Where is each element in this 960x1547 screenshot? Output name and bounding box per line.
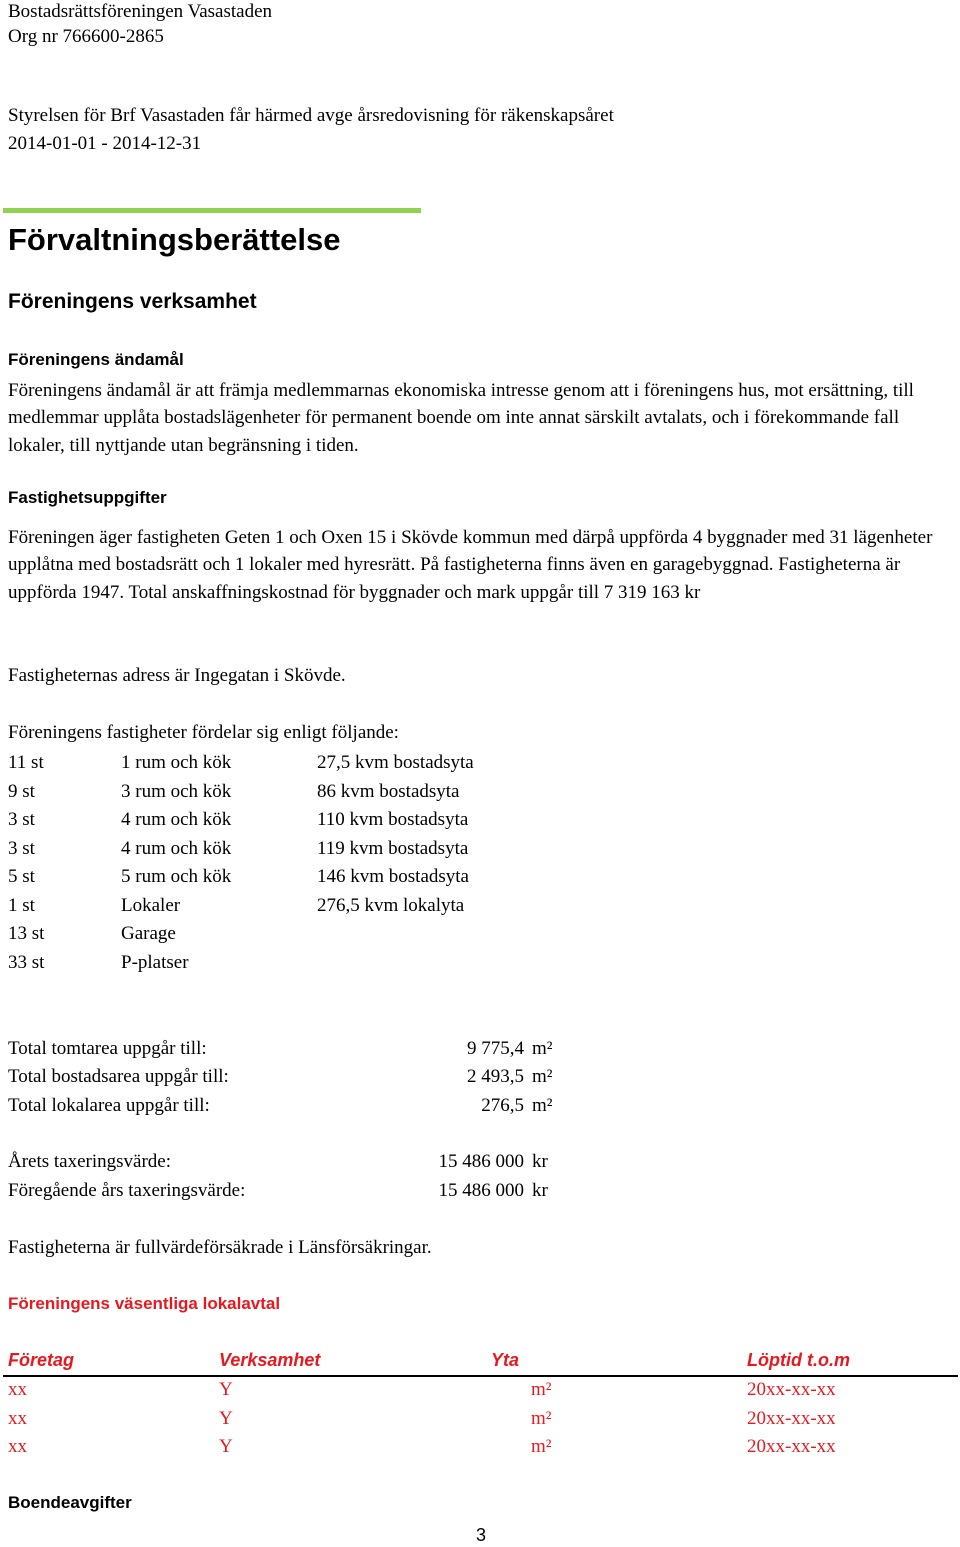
- distribution-count: 33 st: [8, 952, 45, 973]
- area-label: Total lokalarea uppgår till:: [8, 1095, 210, 1116]
- intro-line: Styrelsen för Brf Vasastaden får härmed avge årsredovisning för räkenskapsåret: [8, 105, 614, 126]
- area-value: 9 775,4: [467, 1038, 524, 1059]
- area-value: 2 493,5: [467, 1066, 524, 1087]
- table-cell: xx: [8, 1379, 27, 1400]
- distribution-type: 5 rum och kök: [121, 866, 232, 887]
- distribution-area: 276,5 kvm lokalyta: [317, 895, 465, 916]
- distribution-area: 146 kvm bostadsyta: [317, 866, 469, 887]
- distribution-count: 5 st: [8, 866, 35, 887]
- area-unit: m²: [532, 1038, 553, 1059]
- distribution-type: P-platser: [121, 952, 189, 973]
- table-cell: 20xx-xx-xx: [747, 1408, 836, 1429]
- fastighet-text: Föreningen äger fastigheten Geten 1 och Oxen 15 i Skövde kommun med därpå uppförda 4 byggnader med 31 lägenheter upplåtna med bostadsrätt och 1 lokaler med hyresrätt. På fastigheterna finns även en garagebyggnad. Fastigheterna är uppförda 1947. Total anskaffningskostnad för byggnader och mark uppgår till 7 319 163 kr: [8, 527, 933, 603]
- distribution-area: 86 kvm bostadsyta: [317, 781, 460, 802]
- tax-value: 15 486 000: [438, 1151, 524, 1172]
- fastighet-heading: Fastighetsuppgifter: [8, 488, 167, 507]
- distribution-type: 3 rum och kök: [121, 781, 232, 802]
- boende-heading: Boendeavgifter: [8, 1493, 132, 1512]
- distribution-type: 1 rum och kök: [121, 752, 232, 773]
- lokalavtal-heading: Föreningens väsentliga lokalavtal: [8, 1294, 281, 1313]
- distribution-count: 9 st: [8, 781, 35, 802]
- table-cell: 20xx-xx-xx: [747, 1436, 836, 1457]
- tax-label: Föregående års taxeringsvärde:: [8, 1180, 246, 1201]
- distribution-intro: Föreningens fastigheter fördelar sig enligt följande:: [8, 722, 399, 743]
- andamal-heading: Föreningens ändamål: [8, 350, 184, 369]
- table-cell: Y: [219, 1408, 233, 1429]
- distribution-count: 3 st: [8, 838, 35, 859]
- tax-unit: kr: [532, 1180, 548, 1201]
- org-number: Org nr 766600-2865: [8, 26, 164, 47]
- area-value: 276,5: [481, 1095, 524, 1116]
- table-cell: m²: [531, 1408, 552, 1429]
- table-cell: m²: [531, 1379, 552, 1400]
- table-cell: Y: [219, 1379, 233, 1400]
- table-cell: 20xx-xx-xx: [747, 1379, 836, 1400]
- tax-unit: kr: [532, 1151, 548, 1172]
- table-cell: m²: [531, 1436, 552, 1457]
- area-unit: m²: [532, 1095, 553, 1116]
- distribution-count: 11 st: [8, 752, 44, 773]
- page-number: 3: [476, 1525, 487, 1545]
- column-header-loptid: Löptid t.o.m: [747, 1350, 850, 1370]
- table-cell: Y: [219, 1436, 233, 1457]
- distribution-area: 27,5 kvm bostadsyta: [317, 752, 474, 773]
- column-header-foretag: Företag: [8, 1350, 75, 1370]
- table-cell: xx: [8, 1408, 27, 1429]
- tax-value: 15 486 000: [438, 1180, 524, 1201]
- fiscal-period: 2014-01-01 - 2014-12-31: [8, 133, 202, 154]
- distribution-count: 3 st: [8, 809, 35, 830]
- area-label: Total tomtarea uppgår till:: [8, 1038, 207, 1059]
- column-header-yta: Yta: [491, 1350, 520, 1370]
- distribution-type: Lokaler: [121, 895, 181, 916]
- distribution-area: 110 kvm bostadsyta: [317, 809, 469, 830]
- page-title: Förvaltningsberättelse: [8, 222, 341, 257]
- fastighet-address: Fastigheternas adress är Ingegatan i Skövde.: [8, 665, 346, 686]
- tax-label: Årets taxeringsvärde:: [8, 1151, 172, 1172]
- org-name: Bostadsrättsföreningen Vasastaden: [8, 1, 273, 22]
- distribution-count: 13 st: [8, 923, 45, 944]
- area-label: Total bostadsarea uppgår till:: [8, 1066, 229, 1087]
- title-rule: [3, 208, 421, 213]
- insurance-text: Fastigheterna är fullvärdeförsäkrade i Länsförsäkringar.: [8, 1237, 432, 1258]
- distribution-area: 119 kvm bostadsyta: [317, 838, 469, 859]
- section-heading-verksamhet: Föreningens verksamhet: [8, 290, 257, 313]
- distribution-type: 4 rum och kök: [121, 838, 232, 859]
- area-unit: m²: [532, 1066, 553, 1087]
- column-header-verksamhet: Verksamhet: [219, 1350, 321, 1370]
- distribution-type: Garage: [121, 923, 176, 944]
- distribution-type: 4 rum och kök: [121, 809, 232, 830]
- distribution-count: 1 st: [8, 895, 35, 916]
- table-cell: xx: [8, 1436, 27, 1457]
- andamal-text: Föreningens ändamål är att främja medlemmarnas ekonomiska intresse genom att i föreningens hus, mot ersättning, till medlemmar upplåta bostadslägenheter för permanent boende om inte annat särskilt avtalats, och i förekommande fall lokaler, till nyttjande utan begränsning i tiden.: [8, 380, 914, 456]
